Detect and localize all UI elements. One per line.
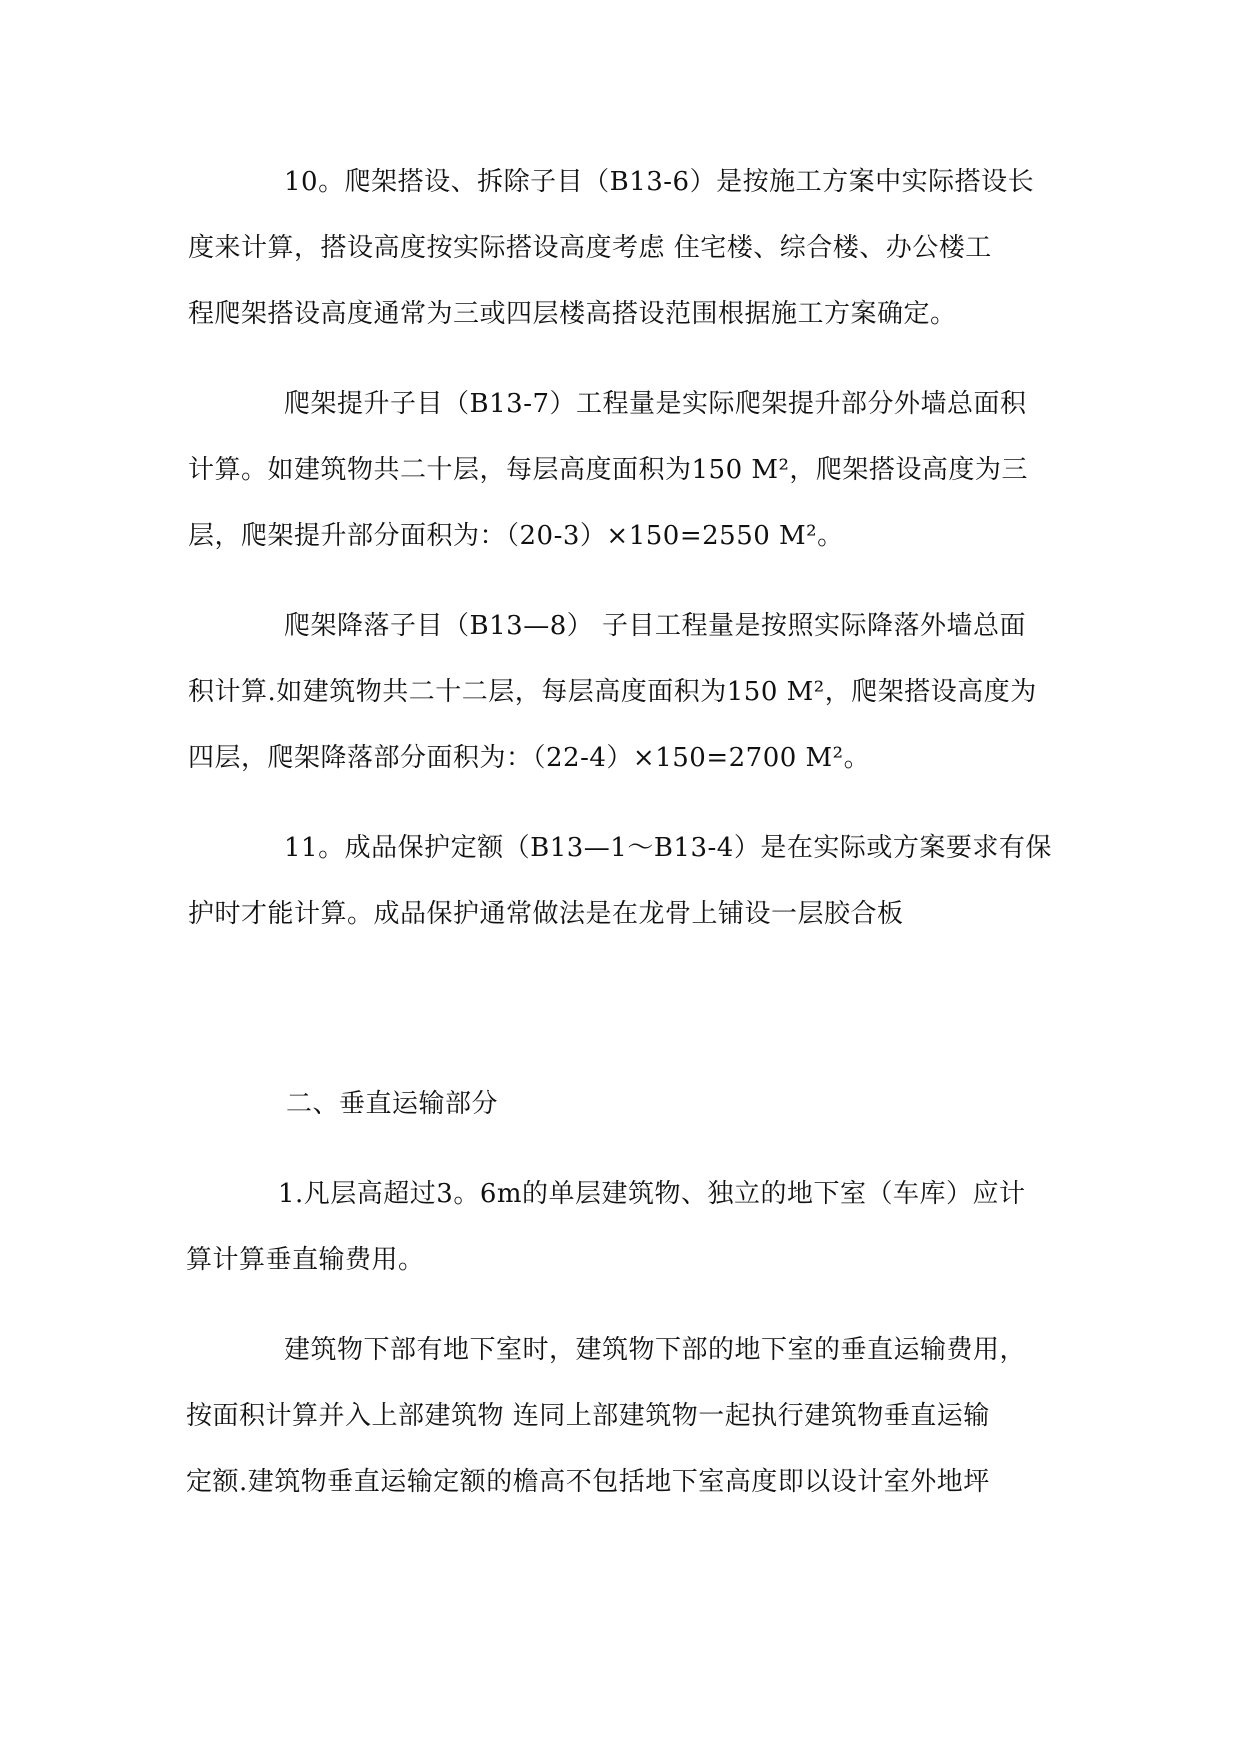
paragraph-vertical-2-line-1: 建筑物下部有地下室时，建筑物下部的地下室的垂直运输费用， — [284, 1335, 1027, 1365]
paragraph-climb-setup-line-3: 程爬架搭设高度通常为三或四层楼高搭设范围根据施工方案确定。 — [188, 299, 957, 329]
paragraph-vertical-2-line-2: 按面积计算并入上部建筑物 连同上部建筑物一起执行建筑物垂直运输 — [186, 1401, 990, 1431]
paragraph-vertical-1-line-1: 1.凡层高超过3。6m的单层建筑物、独立的地下室（车库）应计 — [278, 1179, 1026, 1209]
paragraph-climb-setup-line-2: 度来计算，搭设高度按实际搭设高度考虑 住宅楼、综合楼、办公楼工 — [188, 233, 992, 263]
paragraph-protection-line-1: 11。成品保护定额（B13—1～B13-4）是在实际或方案要求有保 — [284, 833, 1052, 863]
paragraph-vertical-1-line-2: 算计算垂直输费用。 — [186, 1245, 425, 1275]
section-heading: 二、垂直运输部分 — [286, 1089, 499, 1119]
paragraph-climb-setup-line-1: 10。爬架搭设、拆除子目（B13-6）是按施工方案中实际搭设长 — [284, 167, 1035, 197]
paragraph-climb-lift-line-2: 计算。如建筑物共二十层，每层高度面积为150 M²，爬架搭设高度为三 — [188, 455, 1028, 485]
paragraph-climb-lift-line-1: 爬架提升子目（B13-7）工程量是实际爬架提升部分外墙总面积 — [284, 389, 1027, 419]
paragraph-climb-lower-line-1: 爬架降落子目（B13—8） 子目工程量是按照实际降落外墙总面 — [284, 611, 1026, 641]
paragraph-climb-lower-line-3: 四层，爬架降落部分面积为：（22-4）×150=2700 M²。 — [188, 743, 871, 773]
paragraph-vertical-2-line-3: 定额.建筑物垂直运输定额的檐高不包括地下室高度即以设计室外地坪 — [186, 1467, 990, 1497]
paragraph-climb-lift-line-3: 层，爬架提升部分面积为：（20-3）×150=2550 M²。 — [188, 521, 844, 551]
paragraph-climb-lower-line-2: 积计算.如建筑物共二十二层，每层高度面积为150 M²，爬架搭设高度为 — [188, 677, 1037, 707]
paragraph-protection-line-2: 护时才能计算。成品保护通常做法是在龙骨上铺设一层胶合板 — [188, 899, 904, 929]
